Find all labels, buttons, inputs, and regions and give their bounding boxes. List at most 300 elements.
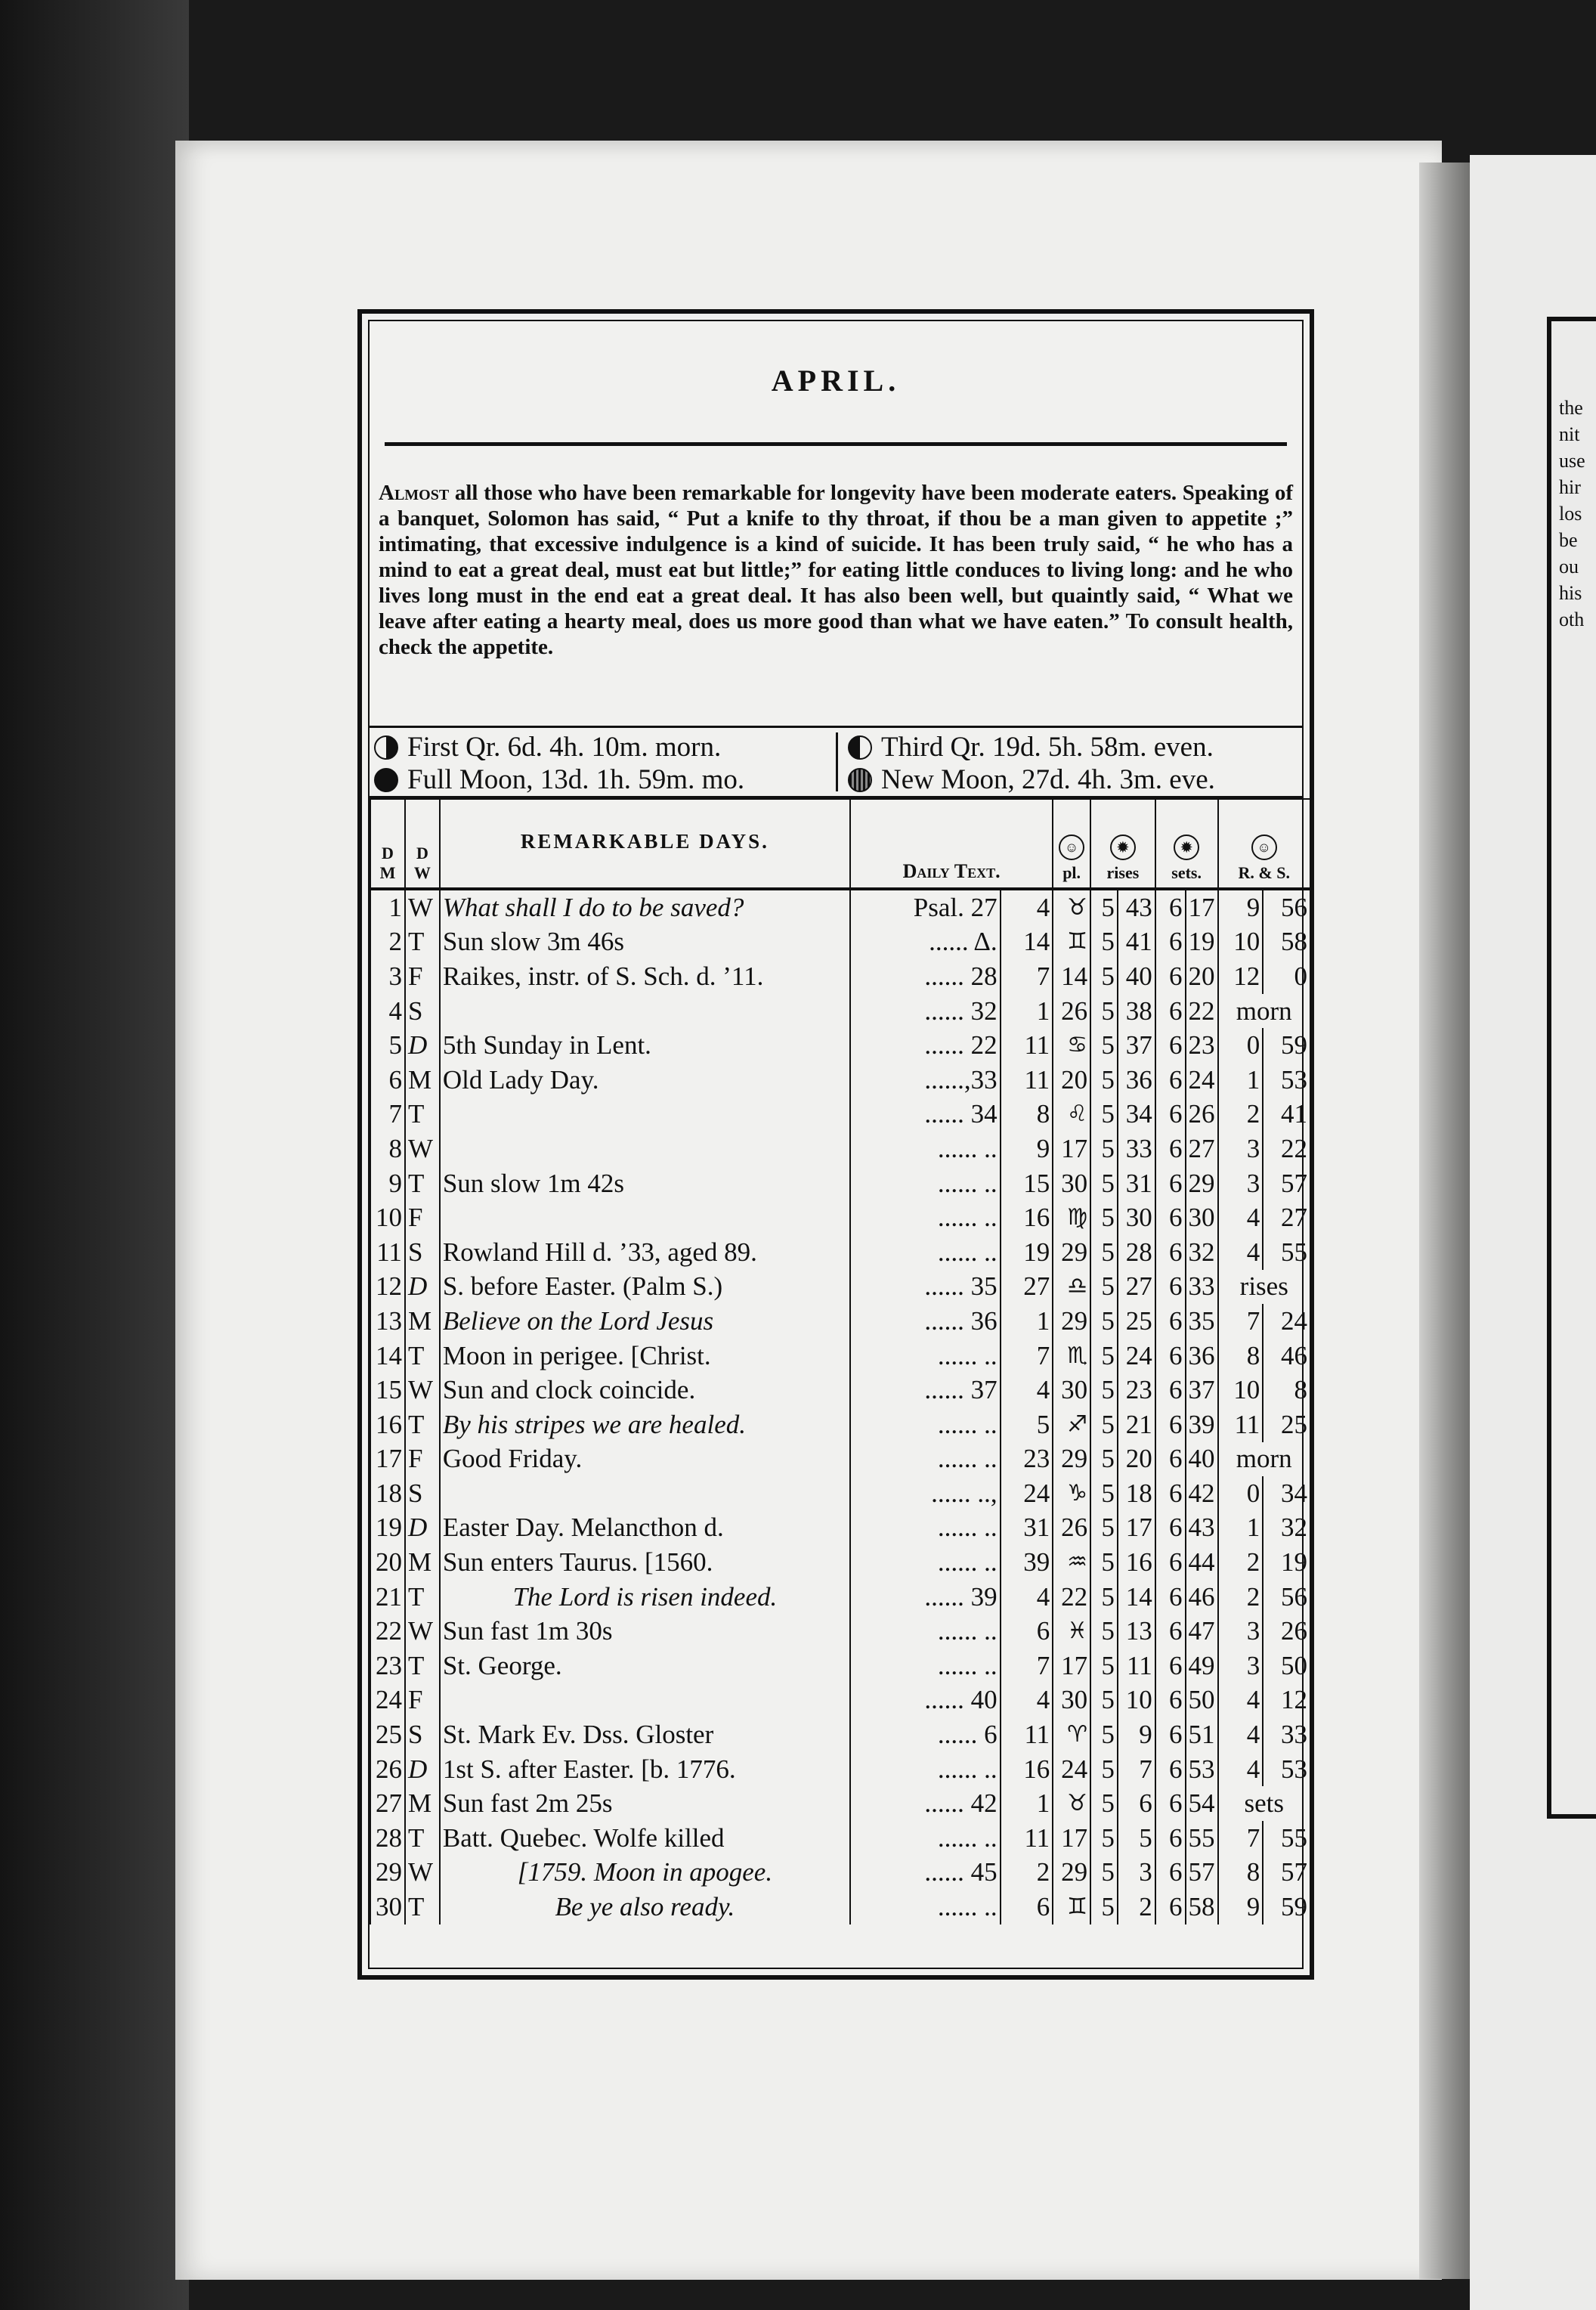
header-daily-text: Daily Text. [850,799,1053,889]
sun-set-hour: 6 [1155,1649,1186,1683]
sun-rise-hour: 5 [1090,1614,1118,1649]
moon-rs-b: 26 [1263,1614,1310,1649]
remarkable-day: Raikes, instr. of S. Sch. d. ’11. [440,959,850,994]
moon-rs-a: 10 [1218,925,1264,960]
sun-rise-hour: 5 [1090,1821,1118,1856]
sun-rise-hour: 5 [1090,1717,1118,1752]
moon-rs-a: 11 [1218,1407,1264,1442]
header-planet: ☺ pl. [1053,799,1090,889]
planet-place: ♉ [1053,1786,1090,1821]
remarkable-day [440,1098,850,1132]
moon-rs-b: 46 [1263,1339,1310,1373]
sun-set-min: 58 [1186,1890,1218,1924]
sun-set-hour: 6 [1155,925,1186,960]
sun-rise-hour: 5 [1090,1166,1118,1201]
daily-text-verse: 24 [1001,1476,1053,1511]
sun-rise-hour: 5 [1090,1235,1118,1270]
remarkable-day: Sun slow 1m 42s [440,1166,850,1201]
moon-rs-b: 34 [1263,1476,1310,1511]
sun-set-hour: 6 [1155,959,1186,994]
sun-rise-hour: 5 [1090,1442,1118,1477]
moon-rs-b: 41 [1263,1098,1310,1132]
sun-rise-min: 18 [1118,1476,1155,1511]
sun-set-hour: 6 [1155,1890,1186,1924]
sun-rise-min: 34 [1118,1098,1155,1132]
planet-place: 20 [1053,1063,1090,1098]
table-row [370,1304,1310,1339]
table-row [370,1821,1310,1856]
daily-text-verse: 31 [1001,1511,1053,1546]
sun-rise-min: 3 [1118,1856,1155,1890]
remarkable-day: Sun and clock coincide. [440,1373,850,1407]
table-row [370,1545,1310,1580]
sun-rise-hour: 5 [1090,1856,1118,1890]
sun-set-hour: 6 [1155,1235,1186,1270]
table-row [370,1717,1310,1752]
remarkable-day [440,1683,850,1718]
first-quarter-line [374,731,744,763]
day-of-month: 7 [370,1098,405,1132]
day-of-week: F [405,1442,440,1477]
sun-rise-min: 20 [1118,1442,1155,1477]
sun-set-min: 44 [1186,1545,1218,1580]
sun-set-hour: 6 [1155,1614,1186,1649]
sun-rise-min: 41 [1118,925,1155,960]
sun-rise-hour: 5 [1090,1373,1118,1407]
daily-text-ref: ...... .. [850,1545,1001,1580]
calendar-table [370,798,1311,1924]
sun-rise-min: 21 [1118,1407,1155,1442]
moon-rs-a: 4 [1218,1235,1264,1270]
daily-text-ref: ...... 6 [850,1717,1001,1752]
remarkable-day [440,1132,850,1166]
third-quarter-icon [848,735,872,760]
table-row [370,1511,1310,1546]
daily-text-ref: ...... .. [850,1339,1001,1373]
daily-text-ref: ...... 42 [850,1786,1001,1821]
planet-place: 26 [1053,1511,1090,1546]
moon-rs-a: 3 [1218,1614,1264,1649]
sun-rise-hour: 5 [1090,1098,1118,1132]
moon-rs-a: 4 [1218,1200,1264,1235]
moon-rs-b: 33 [1263,1717,1310,1752]
moon-rs-a: 12 [1218,959,1264,994]
daily-text-verse: 6 [1001,1614,1053,1649]
sun-rise-hour: 5 [1090,889,1118,925]
remarkable-day: 5th Sunday in Lent. [440,1028,850,1063]
day-of-week: F [405,1200,440,1235]
sun-rise-min: 17 [1118,1511,1155,1546]
remarkable-day: Rowland Hill d. ’33, aged 89. [440,1235,850,1270]
sun-set-min: 17 [1186,889,1218,925]
moon-rs-a: morn [1218,1442,1311,1477]
table-row [370,1339,1310,1373]
moon-rs-b: 25 [1263,1407,1310,1442]
moon-rs-a: morn [1218,994,1311,1029]
planet-place: 17 [1053,1821,1090,1856]
table-row [370,1098,1310,1132]
daily-text-verse: 1 [1001,1786,1053,1821]
moon-rs-a: 2 [1218,1580,1264,1615]
day-of-month: 21 [370,1580,405,1615]
sun-set-min: 30 [1186,1200,1218,1235]
sun-rise-hour: 5 [1090,1580,1118,1615]
planet-place: ♍ [1053,1200,1090,1235]
day-of-month: 22 [370,1614,405,1649]
day-of-month: 26 [370,1752,405,1787]
sun-set-hour: 6 [1155,1063,1186,1098]
prose-lead-word: Almost [379,481,450,505]
first-quarter-icon [374,735,398,760]
header-moon-rs: ☺ R. & S. [1218,799,1311,889]
moon-rs-b: 8 [1263,1373,1310,1407]
table-row [370,1856,1310,1890]
sun-set-hour: 6 [1155,1821,1186,1856]
moon-divider [836,732,838,791]
day-of-week: T [405,1580,440,1615]
daily-text-ref: ...... .. [850,1132,1001,1166]
day-of-month: 13 [370,1304,405,1339]
day-of-week: M [405,1304,440,1339]
sun-set-min: 49 [1186,1649,1218,1683]
sun-rise-min: 43 [1118,889,1155,925]
daily-text-ref: ...... .. [850,1614,1001,1649]
day-of-month: 18 [370,1476,405,1511]
daily-text-verse: 15 [1001,1166,1053,1201]
sun-set-min: 26 [1186,1098,1218,1132]
remarkable-day: Sun slow 3m 46s [440,925,850,960]
day-of-month: 12 [370,1270,405,1305]
daily-text-ref: ...... 36 [850,1304,1001,1339]
sun-rise-hour: 5 [1090,1339,1118,1373]
daily-text-verse: 16 [1001,1200,1053,1235]
sun-set-min: 51 [1186,1717,1218,1752]
planet-place: 30 [1053,1373,1090,1407]
day-of-month: 1 [370,889,405,925]
daily-text-ref: ...... 39 [850,1580,1001,1615]
third-quarter-text: Third Qr. 19d. 5h. 58m. even. [881,732,1214,763]
sun-rise-min: 10 [1118,1683,1155,1718]
moon-phases-box [370,726,1302,798]
daily-text-verse: 9 [1001,1132,1053,1166]
planet-place: 29 [1053,1442,1090,1477]
day-of-week: T [405,925,440,960]
moon-phases-left [374,731,744,796]
sun-icon: ✹ [1110,835,1136,860]
next-page-text-fragment: oth [1559,608,1585,630]
new-moon-icon [848,768,872,792]
table-row [370,1028,1310,1063]
sun-set-min: 39 [1186,1407,1218,1442]
day-of-month: 8 [370,1132,405,1166]
sun-rise-min: 11 [1118,1649,1155,1683]
sun-rise-min: 30 [1118,1200,1155,1235]
day-of-month: 15 [370,1373,405,1407]
day-of-week: T [405,1890,440,1924]
day-of-week: F [405,959,440,994]
sun-rise-hour: 5 [1090,1476,1118,1511]
day-of-week: T [405,1339,440,1373]
planet-place: 17 [1053,1132,1090,1166]
day-of-week: S [405,994,440,1029]
sun-set-hour: 6 [1155,1442,1186,1477]
sun-set-min: 33 [1186,1270,1218,1305]
sun-set-min: 22 [1186,994,1218,1029]
prose-paragraph [379,480,1293,660]
header-dw: D W [405,799,440,889]
day-of-week: T [405,1649,440,1683]
calendar-frame [357,309,1314,1980]
moon-rs-a: 7 [1218,1821,1264,1856]
full-moon-text: Full Moon, 13d. 1h. 59m. mo. [407,764,745,795]
table-row [370,1890,1310,1924]
sun-set-min: 40 [1186,1442,1218,1477]
day-of-week: T [405,1166,440,1201]
scan-background [0,0,189,2310]
daily-text-ref: ...... .. [850,1166,1001,1201]
daily-text-verse: 11 [1001,1063,1053,1098]
sun-rise-min: 23 [1118,1373,1155,1407]
header-sun-rises: ✹ rises [1090,799,1155,889]
planet-place: 26 [1053,994,1090,1029]
sun-rise-min: 33 [1118,1132,1155,1166]
next-page-text-fragment: use [1559,450,1585,472]
sun-set-hour: 6 [1155,1166,1186,1201]
full-moon-icon [374,768,398,792]
daily-text-ref: ...... 32 [850,994,1001,1029]
day-of-week: S [405,1476,440,1511]
daily-text-ref: ...... .. [850,1821,1001,1856]
day-of-week: T [405,1407,440,1442]
third-quarter-line [848,731,1215,763]
moon-rs-b: 59 [1263,1890,1310,1924]
day-of-month: 9 [370,1166,405,1201]
moon-rs-b: 58 [1263,925,1310,960]
sun-set-min: 55 [1186,1821,1218,1856]
sun-set-min: 27 [1186,1132,1218,1166]
moon-rs-a: rises [1218,1270,1311,1305]
moon-rs-b: 56 [1263,889,1310,925]
day-of-week: W [405,1373,440,1407]
moon-rs-a: 3 [1218,1166,1264,1201]
remarkable-day: Easter Day. Melancthon d. [440,1511,850,1546]
day-of-month: 23 [370,1649,405,1683]
sun-icon: ✹ [1174,835,1199,860]
daily-text-ref: ...... 35 [850,1270,1001,1305]
sun-set-min: 32 [1186,1235,1218,1270]
daily-text-verse: 7 [1001,959,1053,994]
sun-rise-min: 14 [1118,1580,1155,1615]
new-moon-line [848,763,1215,796]
sun-set-hour: 6 [1155,1511,1186,1546]
sun-rise-min: 24 [1118,1339,1155,1373]
sun-set-min: 54 [1186,1786,1218,1821]
sun-rise-hour: 5 [1090,1063,1118,1098]
remarkable-day: St. Mark Ev. Dss. Gloster [440,1717,850,1752]
sun-rise-hour: 5 [1090,1407,1118,1442]
next-page-text-fragment: his [1559,582,1582,604]
daily-text-ref: ...... .. [850,1200,1001,1235]
remarkable-day: [1759. Moon in apogee. [440,1856,850,1890]
sun-set-min: 23 [1186,1028,1218,1063]
table-row [370,1649,1310,1683]
sun-set-hour: 6 [1155,1304,1186,1339]
planet-place: 30 [1053,1683,1090,1718]
day-of-month: 19 [370,1511,405,1546]
moon-rs-a: 4 [1218,1683,1264,1718]
planet-place: ♉ [1053,889,1090,925]
sun-rise-min: 6 [1118,1786,1155,1821]
sun-rise-min: 13 [1118,1614,1155,1649]
day-of-month: 14 [370,1339,405,1373]
remarkable-day: What shall I do to be saved? [440,889,850,925]
sun-rise-hour: 5 [1090,1649,1118,1683]
sun-rise-hour: 5 [1090,1270,1118,1305]
table-row [370,1235,1310,1270]
sun-rise-hour: 5 [1090,1890,1118,1924]
sun-rise-min: 28 [1118,1235,1155,1270]
remarkable-day: Old Lady Day. [440,1063,850,1098]
planet-place: 24 [1053,1752,1090,1787]
sun-rise-min: 5 [1118,1821,1155,1856]
table-row [370,959,1310,994]
daily-text-verse: 23 [1001,1442,1053,1477]
moon-rs-a: 9 [1218,1890,1264,1924]
planet-place: 17 [1053,1649,1090,1683]
moon-rs-b: 50 [1263,1649,1310,1683]
planet-place: 29 [1053,1235,1090,1270]
sun-set-hour: 6 [1155,1270,1186,1305]
day-of-week: T [405,1821,440,1856]
daily-text-verse: 4 [1001,1683,1053,1718]
day-of-month: 17 [370,1442,405,1477]
day-of-month: 30 [370,1890,405,1924]
sun-rise-min: 2 [1118,1890,1155,1924]
planet-place: 30 [1053,1166,1090,1201]
daily-text-verse: 8 [1001,1098,1053,1132]
remarkable-day [440,994,850,1029]
daily-text-verse: 7 [1001,1649,1053,1683]
table-row [370,1476,1310,1511]
remarkable-day: Sun enters Taurus. [1560. [440,1545,850,1580]
sun-rise-min: 40 [1118,959,1155,994]
calendar-inner-border [368,320,1307,1969]
sun-set-hour: 6 [1155,1373,1186,1407]
moon-rs-a: 2 [1218,1545,1264,1580]
remarkable-day [440,1200,850,1235]
header-remarkable-days: REMARKABLE DAYS. [440,799,850,889]
day-of-week: S [405,1717,440,1752]
sun-rise-hour: 5 [1090,1786,1118,1821]
daily-text-ref: ...... .. [850,1890,1001,1924]
planet-place: ♎ [1053,1270,1090,1305]
remarkable-day: Believe on the Lord Jesus [440,1304,850,1339]
sun-rise-hour: 5 [1090,1304,1118,1339]
daily-text-ref: ...... 28 [850,959,1001,994]
day-of-month: 25 [370,1717,405,1752]
sun-rise-hour: 5 [1090,1683,1118,1718]
sun-rise-min: 31 [1118,1166,1155,1201]
day-of-month: 20 [370,1545,405,1580]
moon-face-icon: ☺ [1059,835,1084,860]
day-of-month: 11 [370,1235,405,1270]
moon-rs-a: 8 [1218,1339,1264,1373]
first-quarter-text: First Qr. 6d. 4h. 10m. morn. [407,732,722,763]
table-row [370,994,1310,1029]
sun-set-hour: 6 [1155,1683,1186,1718]
sun-rise-min: 25 [1118,1304,1155,1339]
sun-set-min: 57 [1186,1856,1218,1890]
remarkable-day: The Lord is risen indeed. [440,1580,850,1615]
moon-rs-b: 19 [1263,1545,1310,1580]
moon-rs-b: 32 [1263,1511,1310,1546]
moon-rs-a: 1 [1218,1511,1264,1546]
table-row [370,1063,1310,1098]
remarkable-day: Moon in perigee. [Christ. [440,1339,850,1373]
book-gutter [1419,163,1472,2279]
moon-rs-b: 27 [1263,1200,1310,1235]
sun-set-hour: 6 [1155,1339,1186,1373]
daily-text-ref: ...... 45 [850,1856,1001,1890]
daily-text-verse: 19 [1001,1235,1053,1270]
table-row [370,1752,1310,1787]
sun-set-min: 43 [1186,1511,1218,1546]
moon-rs-b: 59 [1263,1028,1310,1063]
remarkable-day: Batt. Quebec. Wolfe killed [440,1821,850,1856]
daily-text-ref: ...... .. [850,1235,1001,1270]
day-of-month: 29 [370,1856,405,1890]
day-of-week: D [405,1752,440,1787]
planet-place: ♊ [1053,1890,1090,1924]
sun-set-hour: 6 [1155,1545,1186,1580]
remarkable-day: 1st S. after Easter. [b. 1776. [440,1752,850,1787]
day-of-week: D [405,1511,440,1546]
daily-text-ref: ...... 40 [850,1683,1001,1718]
moon-rs-a: 8 [1218,1856,1264,1890]
day-of-week: M [405,1063,440,1098]
daily-text-verse: 14 [1001,925,1053,960]
sun-rise-hour: 5 [1090,1545,1118,1580]
daily-text-verse: 4 [1001,1580,1053,1615]
moon-rs-a: sets [1218,1786,1311,1821]
day-of-month: 24 [370,1683,405,1718]
daily-text-verse: 39 [1001,1545,1053,1580]
moon-rs-a: 9 [1218,889,1264,925]
sun-set-hour: 6 [1155,1200,1186,1235]
prose-text: all those who have been remarkable for longevity have been moderate eaters. Speaking of a banquet, Solomon has said, “ Put a knife to thy throat, if thou be a man given to appetite ;” intimating, that excessive indulgence is a kind of suicide. It has been truly said, “ he who has a mind to eat a great deal, must eat but little;” for eating little conduces to living long: and he who lives long must in the end eat a great deal. It has also been well, but quaintly said, “ What we leave after eating a hearty meal, does us more good than what we have eaten.” To consult health, check the appetite. [379,481,1294,659]
sun-set-min: 19 [1186,925,1218,960]
daily-text-verse: 11 [1001,1821,1053,1856]
sun-set-hour: 6 [1155,1098,1186,1132]
title-rule [385,442,1287,446]
next-page-text-fragment: be [1559,529,1578,551]
planet-place: 29 [1053,1856,1090,1890]
sun-set-min: 50 [1186,1683,1218,1718]
day-of-week: W [405,1856,440,1890]
daily-text-ref: ...... .., [850,1476,1001,1511]
moon-rs-a: 1 [1218,1063,1264,1098]
daily-text-verse: 5 [1001,1407,1053,1442]
sun-set-hour: 6 [1155,1786,1186,1821]
day-of-month: 28 [370,1821,405,1856]
day-of-week: W [405,1132,440,1166]
daily-text-ref: ...... .. [850,1752,1001,1787]
sun-set-hour: 6 [1155,1717,1186,1752]
daily-text-verse: 4 [1001,1373,1053,1407]
sun-set-hour: 6 [1155,994,1186,1029]
next-page-text-fragment: the [1559,397,1583,419]
sun-rise-hour: 5 [1090,1028,1118,1063]
